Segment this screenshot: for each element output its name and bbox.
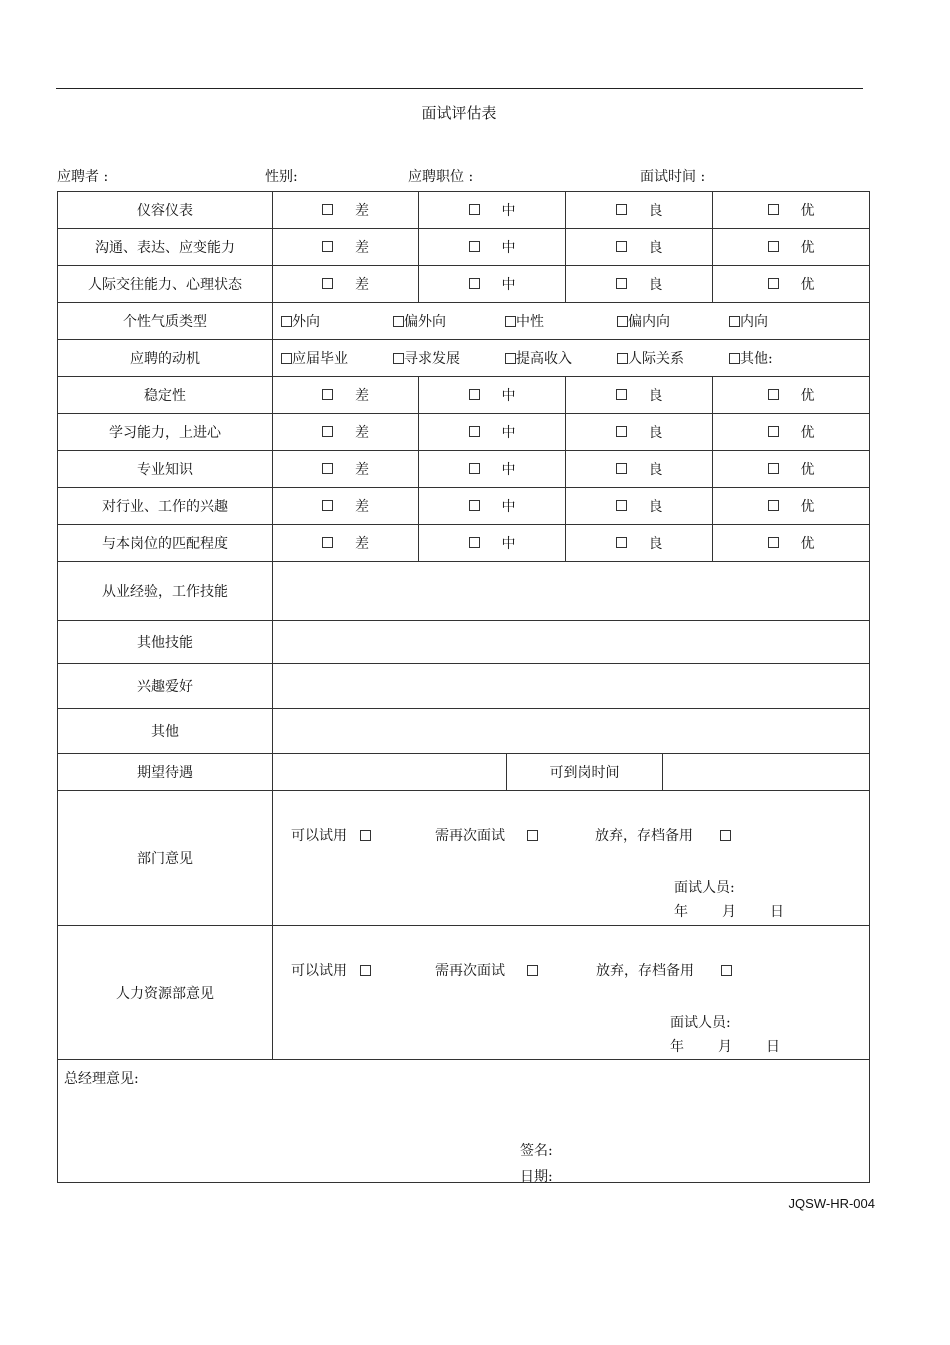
checkbox-icon[interactable] <box>322 204 333 215</box>
rating-fair[interactable]: 中 <box>419 266 566 303</box>
page-title: 面试评估表 <box>421 104 497 122</box>
rating-good[interactable]: 良 <box>566 488 713 525</box>
row-label: 期望待遇 <box>58 754 273 791</box>
checkbox-icon[interactable] <box>616 389 627 400</box>
gm-opinion-label: 总经理意见: <box>64 1071 139 1087</box>
checkbox-icon[interactable] <box>768 426 779 437</box>
option-item[interactable]: 其他: <box>729 348 841 368</box>
second-interview-option[interactable]: 需再次面试 <box>435 960 538 980</box>
checkbox-icon[interactable] <box>322 241 333 252</box>
free-text-row <box>58 709 870 754</box>
dept-opinion-row <box>58 791 870 926</box>
checkbox-icon[interactable] <box>393 316 404 327</box>
month-label: 月 <box>718 1039 732 1055</box>
row-label: 学习能力，上进心 <box>58 414 273 451</box>
rating-excellent[interactable]: 优 <box>713 266 870 303</box>
rating-poor[interactable]: 差 <box>273 266 419 303</box>
checkbox-icon[interactable] <box>729 316 740 327</box>
checkbox-icon[interactable] <box>527 965 538 976</box>
rating-excellent[interactable]: 优 <box>713 488 870 525</box>
reject-option[interactable]: 放弃，存档备用 <box>596 960 732 980</box>
rating-row <box>58 229 870 266</box>
checkbox-icon[interactable] <box>322 537 333 548</box>
rating-fair[interactable]: 中 <box>419 525 566 562</box>
row-label: 沟通、表达、应变能力 <box>58 229 273 266</box>
rating-good[interactable]: 良 <box>566 266 713 303</box>
row-label: 部门意见 <box>58 791 273 926</box>
checkbox-icon[interactable] <box>768 500 779 511</box>
rating-excellent[interactable]: 优 <box>713 525 870 562</box>
option-item[interactable]: 提高收入 <box>505 348 617 368</box>
trial-option[interactable]: 可以试用 <box>291 960 371 980</box>
rating-poor[interactable]: 差 <box>273 229 419 266</box>
checkbox-icon[interactable] <box>616 500 627 511</box>
row-label: 与本岗位的匹配程度 <box>58 525 273 562</box>
rating-fair[interactable]: 中 <box>419 229 566 266</box>
checkbox-icon[interactable] <box>469 204 480 215</box>
rating-excellent[interactable]: 优 <box>713 377 870 414</box>
rating-good[interactable]: 良 <box>566 229 713 266</box>
year-label: 年 <box>670 1039 684 1055</box>
top-rule <box>56 88 863 89</box>
rating-good[interactable]: 良 <box>566 525 713 562</box>
checkbox-icon[interactable] <box>505 353 516 364</box>
rating-row <box>58 266 870 303</box>
checkbox-icon[interactable] <box>617 353 628 364</box>
checkbox-icon[interactable] <box>768 278 779 289</box>
row-label: 从业经验，工作技能 <box>58 562 273 621</box>
rating-poor[interactable]: 差 <box>273 414 419 451</box>
checkbox-icon[interactable] <box>469 278 480 289</box>
rating-excellent[interactable]: 优 <box>713 192 870 229</box>
document-code: JQSW-HR-004 <box>788 1196 875 1211</box>
date-label: 日期: <box>520 1169 553 1185</box>
interview-time-label: 面试时间 : <box>640 169 706 185</box>
checkbox-icon[interactable] <box>729 353 740 364</box>
checkbox-icon[interactable] <box>768 389 779 400</box>
checkbox-icon[interactable] <box>616 278 627 289</box>
gm-opinion-row <box>58 1060 870 1183</box>
gm-opinion-field[interactable] <box>58 1060 870 1183</box>
row-label: 专业知识 <box>58 451 273 488</box>
rating-good[interactable]: 良 <box>566 192 713 229</box>
checkbox-icon[interactable] <box>469 389 480 400</box>
free-text-field[interactable] <box>273 621 870 664</box>
trial-option[interactable]: 可以试用 <box>291 825 371 845</box>
option-item[interactable]: 寻求发展 <box>393 348 505 368</box>
checkbox-icon[interactable] <box>469 463 480 474</box>
checkbox-icon[interactable] <box>393 353 404 364</box>
rating-row <box>58 414 870 451</box>
row-label: 人际交往能力、心理状态 <box>58 266 273 303</box>
option-item[interactable]: 外向 <box>281 311 393 331</box>
rating-poor[interactable]: 差 <box>273 525 419 562</box>
free-text-field[interactable] <box>273 562 870 621</box>
rating-fair[interactable]: 中 <box>419 414 566 451</box>
checkbox-icon[interactable] <box>469 500 480 511</box>
rating-row <box>58 451 870 488</box>
checkbox-icon[interactable] <box>469 426 480 437</box>
checkbox-icon[interactable] <box>768 204 779 215</box>
day-label: 日 <box>766 1039 780 1055</box>
personality-row <box>58 303 870 340</box>
motivation-row <box>58 340 870 377</box>
rating-good[interactable]: 良 <box>566 377 713 414</box>
rating-row <box>58 488 870 525</box>
year-label: 年 <box>674 904 688 920</box>
rating-poor[interactable]: 差 <box>273 488 419 525</box>
checkbox-icon[interactable] <box>768 537 779 548</box>
rating-good[interactable]: 良 <box>566 414 713 451</box>
checkbox-icon[interactable] <box>721 965 732 976</box>
row-label: 人力资源部意见 <box>58 926 273 1060</box>
row-label: 兴趣爱好 <box>58 664 273 709</box>
day-label: 日 <box>770 904 784 920</box>
free-text-field[interactable] <box>273 709 870 754</box>
expectation-row <box>58 754 870 791</box>
checkbox-icon[interactable] <box>322 278 333 289</box>
option-item[interactable]: 偏内向 <box>617 311 729 331</box>
checkbox-icon[interactable] <box>360 965 371 976</box>
checkbox-icon[interactable] <box>281 353 292 364</box>
month-label: 月 <box>722 904 736 920</box>
gender-label: 性别: <box>265 169 298 185</box>
rating-excellent[interactable]: 优 <box>713 451 870 488</box>
free-text-row <box>58 562 870 621</box>
rating-good[interactable]: 良 <box>566 451 713 488</box>
row-label: 对行业、工作的兴趣 <box>58 488 273 525</box>
checkbox-icon[interactable] <box>616 204 627 215</box>
checkbox-icon[interactable] <box>617 316 628 327</box>
rating-fair[interactable]: 中 <box>419 488 566 525</box>
rating-row <box>58 377 870 414</box>
rating-fair[interactable]: 中 <box>419 192 566 229</box>
start-date-field[interactable] <box>663 754 870 791</box>
checkbox-icon[interactable] <box>469 241 480 252</box>
checkbox-icon[interactable] <box>322 463 333 474</box>
checkbox-icon[interactable] <box>768 241 779 252</box>
option-item[interactable]: 中性 <box>505 311 617 331</box>
row-label: 仪容仪表 <box>58 192 273 229</box>
applicant-label: 应聘者 : <box>57 169 109 185</box>
rating-poor[interactable]: 差 <box>273 377 419 414</box>
option-item[interactable]: 内向 <box>729 311 841 331</box>
checkbox-icon[interactable] <box>281 316 292 327</box>
option-item[interactable]: 应届毕业 <box>281 348 393 368</box>
rating-fair[interactable]: 中 <box>419 451 566 488</box>
checkbox-icon[interactable] <box>616 537 627 548</box>
hr-opinion-row <box>58 926 870 1060</box>
evaluation-table <box>57 191 870 1183</box>
second-interview-option[interactable]: 需再次面试 <box>435 825 538 845</box>
signature-label: 签名: <box>520 1143 553 1159</box>
checkbox-icon[interactable] <box>469 537 480 548</box>
option-item[interactable]: 偏外向 <box>393 311 505 331</box>
row-label: 应聘的动机 <box>58 340 273 377</box>
rating-row <box>58 192 870 229</box>
start-date-label: 可到岗时间 <box>507 754 663 791</box>
checkbox-icon[interactable] <box>616 426 627 437</box>
rating-row <box>58 525 870 562</box>
checkbox-icon[interactable] <box>322 389 333 400</box>
row-label: 稳定性 <box>58 377 273 414</box>
checkbox-icon[interactable] <box>616 463 627 474</box>
rating-fair[interactable]: 中 <box>419 377 566 414</box>
position-label: 应聘职位 : <box>408 169 474 185</box>
free-text-field[interactable] <box>273 664 870 709</box>
rating-poor[interactable]: 差 <box>273 192 419 229</box>
interviewer-label: 面试人员: <box>674 880 735 896</box>
rating-excellent[interactable]: 优 <box>713 414 870 451</box>
row-label: 其他技能 <box>58 621 273 664</box>
option-item[interactable]: 人际关系 <box>617 348 729 368</box>
rating-poor[interactable]: 差 <box>273 451 419 488</box>
row-label: 个性气质类型 <box>58 303 273 340</box>
reject-option[interactable]: 放弃，存档备用 <box>595 825 731 845</box>
checkbox-icon[interactable] <box>527 830 538 841</box>
checkbox-icon[interactable] <box>616 241 627 252</box>
row-label: 其他 <box>58 709 273 754</box>
salary-field[interactable] <box>273 754 507 791</box>
free-text-row <box>58 664 870 709</box>
interviewer-label: 面试人员: <box>670 1015 731 1031</box>
rating-excellent[interactable]: 优 <box>713 229 870 266</box>
checkbox-icon[interactable] <box>322 500 333 511</box>
checkbox-icon[interactable] <box>322 426 333 437</box>
checkbox-icon[interactable] <box>360 830 371 841</box>
checkbox-icon[interactable] <box>768 463 779 474</box>
free-text-row <box>58 621 870 664</box>
checkbox-icon[interactable] <box>505 316 516 327</box>
checkbox-icon[interactable] <box>720 830 731 841</box>
